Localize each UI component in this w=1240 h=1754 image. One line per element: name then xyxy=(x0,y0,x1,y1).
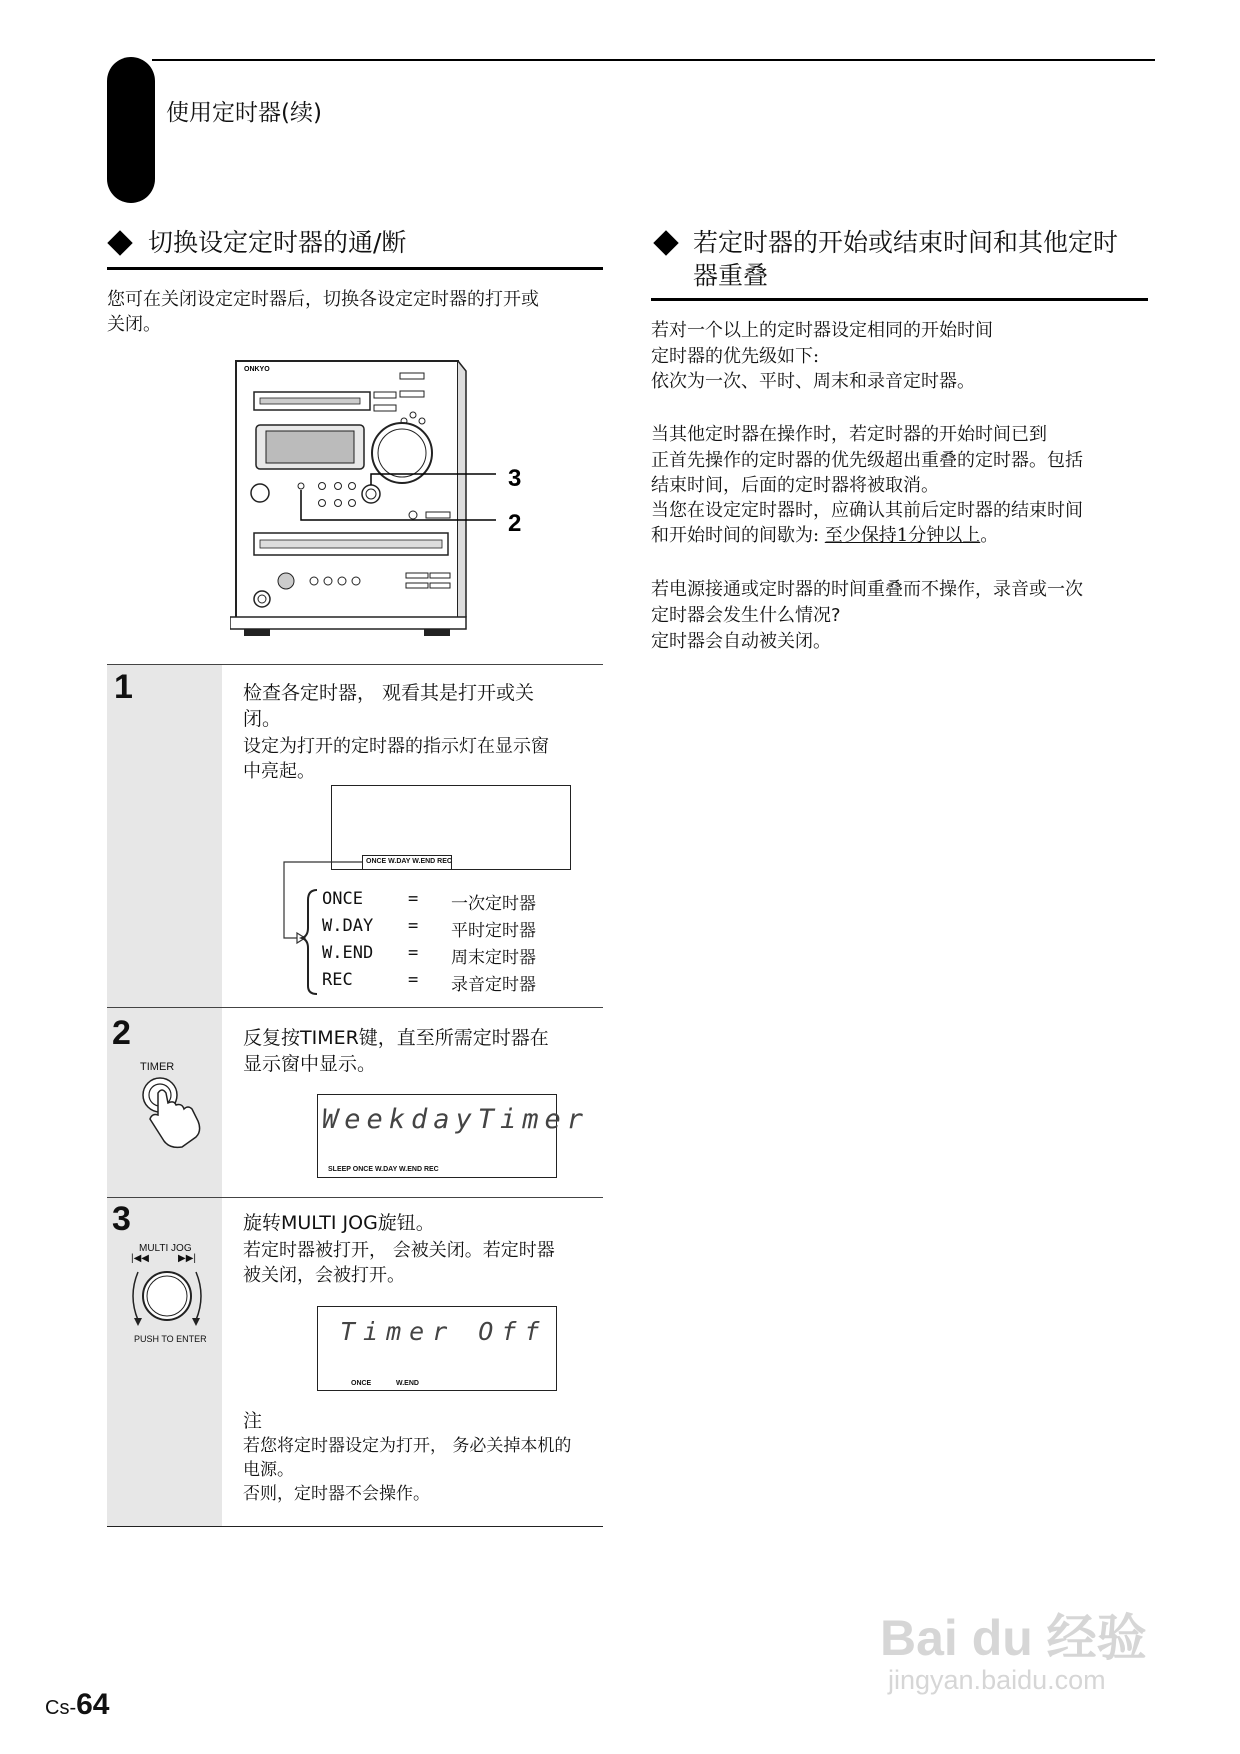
legend-value-wday: 平时定时器 xyxy=(451,921,536,941)
callout-3: 3 xyxy=(508,465,522,492)
header-rule xyxy=(152,59,1155,61)
diamond-bullet-icon xyxy=(107,230,132,255)
legend-eq: = xyxy=(408,970,419,990)
watermark-url: jingyan.baidu.com xyxy=(888,1665,1106,1695)
lcd-ind-wend: W.END xyxy=(396,1380,419,1387)
left-section-title: 切换设定定时器的通/断 xyxy=(148,228,407,257)
step-2-number: 2 xyxy=(112,1014,131,1052)
legend-key-wday: W.DAY xyxy=(322,916,374,936)
right-title-rule xyxy=(651,298,1148,301)
right-block-2: 当其他定时器在操作时，若定时器的开始时间已到 正首先操作的定时器的优先级超出重叠的定时器。包括 结束时间，后面的定时器将被取消。 当您在设定定时器时，应确认其前后定时器的结束时间 和开始时间的间歇为: 至少保持1分钟以上。 xyxy=(651,422,1151,548)
watermark-logo: Bai du 经验 xyxy=(880,1610,1147,1666)
legend-eq: = xyxy=(408,889,419,909)
legend-eq: = xyxy=(408,916,419,936)
step-2-heading: 反复按TIMER键，直至所需定时器在 显示窗中显示。 xyxy=(243,1027,549,1075)
right-section-title: 若定时器的开始或结束时间和其他定时 器重叠 xyxy=(693,228,1119,290)
stereo-device-illustration xyxy=(230,355,540,655)
step-3-text: 若定时器被打开， 会被关闭。若定时器 被关闭，会被打开。 xyxy=(243,1240,555,1286)
diamond-bullet-icon xyxy=(653,230,678,255)
right-block-1-heading: 若对一个以上的定时器设定相同的开始时间 xyxy=(651,320,993,341)
skip-back-icon: |◀◀ xyxy=(131,1253,149,1264)
indicator-labels: ONCE W.DAY W.END REC xyxy=(366,858,452,865)
left-title-rule xyxy=(107,267,603,270)
note-text: 若您将定时器设定为打开， 务必关掉本机的 电源。 否则，定时器不会操作。 xyxy=(243,1436,572,1504)
right-block-2-heading: 当其他定时器在操作时，若定时器的开始时间已到 xyxy=(651,424,1047,445)
underlined-requirement: 至少保持1分钟以上 xyxy=(824,525,981,546)
legend-eq: = xyxy=(408,943,419,963)
legend-value-rec: 录音定时器 xyxy=(451,975,536,995)
legend-key-once: ONCE xyxy=(322,889,363,909)
right-block-1: 若对一个以上的定时器设定相同的开始时间 定时器的优先级如下: 依次为一次、平时、周末和录音定时器。 xyxy=(651,318,1151,394)
lcd-weekday-timer: WeekdayTimer xyxy=(322,1104,590,1135)
timer-press-icon xyxy=(138,1075,208,1155)
step-3-heading: 旋转MULTI JOG旋钮。 xyxy=(243,1212,435,1234)
section-tab xyxy=(107,57,155,203)
lcd-indicators: SLEEP ONCE W.DAY W.END REC xyxy=(328,1166,439,1173)
left-intro: 您可在关闭设定定时器后，切换各设定定时器的打开或 关闭。 xyxy=(107,289,539,335)
push-to-enter-label: PUSH TO ENTER xyxy=(134,1334,207,1344)
page-number: Cs-64 xyxy=(45,1688,110,1721)
step-3-number: 3 xyxy=(112,1200,131,1238)
legend-key-wend: W.END xyxy=(322,943,374,963)
legend-value-once: 一次定时器 xyxy=(451,894,536,914)
note-title: 注 xyxy=(243,1410,263,1432)
right-block-3: 若电源接通或定时器的时间重叠而不操作，录音或一次 定时器会发生什么情况? 定时器会自动被关闭。 xyxy=(651,579,1083,652)
callout-2: 2 xyxy=(508,510,522,537)
page-title: 使用定时器(续) xyxy=(166,100,322,126)
step-1-heading: 检查各定时器， 观看其是打开或关 闭。 xyxy=(243,682,535,730)
lcd-timer-off: Timer Off xyxy=(340,1317,548,1346)
step-1-text: 设定为打开的定时器的指示灯在显示窗 中亮起。 xyxy=(243,736,549,782)
step-1-sidebar xyxy=(107,665,222,1007)
multi-jog-knob-icon xyxy=(124,1262,210,1330)
device-brand: ONKYO xyxy=(244,366,270,373)
multi-jog-label: MULTI JOG xyxy=(139,1243,192,1254)
step-divider xyxy=(107,1526,603,1527)
legend-key-rec: REC xyxy=(322,970,353,990)
timer-icon-label: TIMER xyxy=(140,1061,175,1073)
skip-forward-icon: ▶▶| xyxy=(178,1253,196,1264)
step-1-number: 1 xyxy=(114,668,133,706)
legend-value-wend: 周末定时器 xyxy=(451,948,536,968)
lcd-ind-once: ONCE xyxy=(351,1380,372,1387)
